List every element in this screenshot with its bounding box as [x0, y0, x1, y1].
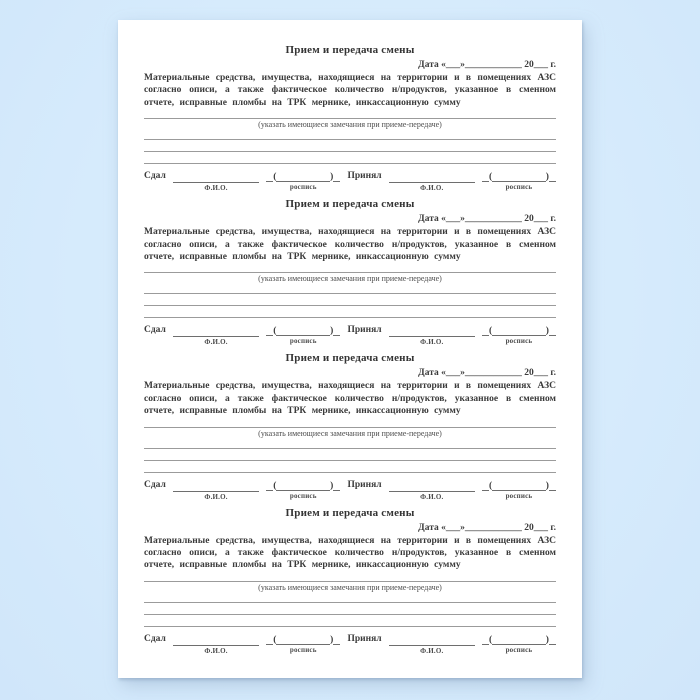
- signature-writing-line: [266, 324, 340, 336]
- name-writing-line: [173, 324, 259, 337]
- body-line-3: отчете, исправные пломбы на ТРК мернике, инкассационную сумму: [144, 252, 461, 263]
- signature-sublabel: роспись: [289, 645, 317, 654]
- paren-open-glyph: (: [273, 480, 277, 491]
- accepted-name-field: [389, 170, 475, 193]
- accepted-signature-field: [482, 633, 556, 656]
- fio-sublabel: Ф.И.О.: [204, 184, 228, 193]
- accepted-name-field: [389, 324, 475, 347]
- form-body-paragraph: [144, 226, 556, 263]
- line-segment: [333, 324, 340, 336]
- paren-close-glyph: ): [330, 634, 334, 645]
- form-body-paragraph: [144, 380, 556, 417]
- shift-handover-form-block: [144, 44, 556, 193]
- remarks-writing-line-3: [144, 305, 556, 306]
- line-segment: [266, 170, 273, 182]
- remarks-caption: (указать имеющиеся замечания при приеме-передаче): [258, 428, 442, 438]
- signature-row: [144, 324, 556, 347]
- accepted-label: Принял: [347, 479, 382, 490]
- remarks-writing-line-3: [144, 460, 556, 461]
- signature-row: [144, 170, 556, 193]
- accepted-label: Принял: [347, 171, 382, 182]
- line-segment: [482, 633, 489, 645]
- body-line-2: согласно описи, а также фактическое количество н/продуктов, указанное в сменном: [144, 85, 556, 96]
- fio-sublabel: Ф.И.О.: [420, 338, 444, 347]
- handed-over-label: Сдал: [144, 325, 166, 336]
- paren-open-glyph: (: [273, 172, 277, 183]
- paren-close-glyph: ): [545, 326, 549, 337]
- form-title: Прием и передача смены: [285, 44, 415, 56]
- accepted-name-field: [389, 633, 475, 656]
- remarks-writing-line-1: [144, 118, 556, 119]
- name-writing-line: [389, 479, 475, 492]
- remarks-writing-line-1: [144, 427, 556, 428]
- line-segment: [276, 633, 330, 645]
- paren-close-glyph: ): [330, 172, 334, 183]
- line-segment: [482, 170, 489, 182]
- body-line-2: согласно описи, а также фактическое количество н/продуктов, указанное в сменном: [144, 393, 556, 404]
- handed-over-signature-field: [266, 479, 340, 502]
- fio-sublabel: Ф.И.О.: [420, 646, 444, 655]
- signature-writing-line: [482, 633, 556, 645]
- accepted-signature-field: [482, 170, 556, 193]
- line-segment: [266, 479, 273, 491]
- name-writing-line: [173, 479, 259, 492]
- remarks-writing-line-4: [144, 163, 556, 164]
- handed-over-name-field: [173, 324, 259, 347]
- remarks-writing-line-2: [144, 448, 556, 449]
- fio-sublabel: Ф.И.О.: [420, 184, 444, 193]
- body-line-3: отчете, исправные пломбы на ТРК мернике, инкассационную сумму: [144, 406, 461, 417]
- line-segment: [492, 324, 546, 336]
- paren-open-glyph: (: [488, 634, 493, 645]
- date-fill-in-line: Дата «___»____________ 20___ г.: [418, 522, 556, 533]
- line-segment: [482, 479, 489, 491]
- line-segment: [549, 633, 556, 645]
- handed-over-label: Сдал: [144, 633, 166, 644]
- remarks-writing-line-1: [144, 272, 556, 273]
- remarks-writing-line-2: [144, 293, 556, 294]
- shift-handover-form-block: [144, 507, 556, 656]
- line-segment: [549, 479, 556, 491]
- date-fill-in-line: Дата «___»____________ 20___ г.: [418, 60, 556, 70]
- remarks-caption: (указать имеющиеся замечания при приеме-передаче): [258, 120, 442, 130]
- line-segment: [276, 479, 330, 491]
- form-body-paragraph: [144, 72, 556, 109]
- paren-open-glyph: (: [273, 634, 277, 645]
- paren-close-glyph: ): [545, 634, 549, 645]
- line-segment: [276, 324, 330, 336]
- remarks-caption: (указать имеющиеся замечания при приеме-передаче): [258, 582, 442, 592]
- date-fill-in-line: Дата «___»____________ 20___ г.: [418, 214, 556, 225]
- paren-close-glyph: ): [330, 480, 334, 491]
- paper-sheet: [118, 20, 582, 678]
- accepted-name-field: [389, 479, 475, 502]
- name-writing-line: [173, 170, 259, 183]
- handed-over-name-field: [173, 479, 259, 502]
- line-segment: [276, 170, 330, 182]
- line-segment: [333, 479, 340, 491]
- form-title: Прием и передача смены: [285, 352, 415, 365]
- line-segment: [266, 324, 273, 336]
- signature-sublabel: роспись: [289, 491, 317, 500]
- line-segment: [333, 170, 340, 182]
- signature-sublabel: роспись: [289, 183, 317, 192]
- remarks-caption: (указать имеющиеся замечания при приеме-передаче): [258, 274, 442, 284]
- name-writing-line: [389, 170, 475, 183]
- remarks-writing-line-2: [144, 139, 556, 140]
- name-writing-line: [389, 633, 475, 646]
- paren-close-glyph: ): [545, 172, 549, 183]
- signature-writing-line: [266, 633, 340, 645]
- fio-sublabel: Ф.И.О.: [204, 492, 228, 501]
- body-line-2: согласно описи, а также фактическое количество н/продуктов, указанное в сменном: [144, 548, 556, 559]
- remarks-writing-line-4: [144, 317, 556, 318]
- shift-handover-form-block: [144, 198, 556, 347]
- paren-open-glyph: (: [273, 326, 277, 337]
- signature-writing-line: [482, 324, 556, 336]
- name-writing-line: [173, 633, 259, 646]
- line-segment: [492, 170, 546, 182]
- accepted-label: Принял: [347, 325, 382, 336]
- line-segment: [492, 479, 546, 491]
- fio-sublabel: Ф.И.О.: [204, 646, 228, 655]
- line-segment: [266, 633, 273, 645]
- remarks-writing-line-2: [144, 602, 556, 603]
- handed-over-signature-field: [266, 170, 340, 193]
- body-line-1: Материальные средства, имущества, находящиеся на территории и в помещениях АЗС: [144, 227, 556, 238]
- paren-open-glyph: (: [488, 172, 493, 183]
- handed-over-label: Сдал: [144, 171, 166, 182]
- paren-close-glyph: ): [545, 480, 549, 491]
- signature-sublabel: роспись: [505, 645, 533, 654]
- handed-over-label: Сдал: [144, 479, 166, 490]
- name-writing-line: [389, 324, 475, 337]
- signature-writing-line: [266, 479, 340, 491]
- signature-sublabel: роспись: [505, 491, 533, 500]
- body-line-1: Материальные средства, имущества, находящиеся на территории и в помещениях АЗС: [144, 73, 556, 83]
- signature-sublabel: роспись: [505, 183, 533, 192]
- line-segment: [549, 324, 556, 336]
- body-line-2: согласно описи, а также фактическое количество н/продуктов, указанное в сменном: [144, 239, 556, 250]
- body-line-3: отчете, исправные пломбы на ТРК мернике, инкассационную сумму: [144, 97, 461, 108]
- body-line-1: Материальные средства, имущества, находящиеся на территории и в помещениях АЗС: [144, 535, 556, 546]
- paren-close-glyph: ): [330, 326, 334, 337]
- paren-open-glyph: (: [488, 480, 493, 491]
- remarks-writing-line-3: [144, 614, 556, 615]
- remarks-writing-line-3: [144, 151, 556, 152]
- accepted-signature-field: [482, 324, 556, 347]
- line-segment: [549, 170, 556, 182]
- signature-row: [144, 479, 556, 502]
- remarks-writing-line-1: [144, 581, 556, 582]
- accepted-label: Принял: [347, 633, 382, 644]
- form-title: Прием и передача смены: [285, 198, 415, 211]
- line-segment: [492, 633, 546, 645]
- form-title: Прием и передача смены: [285, 506, 415, 519]
- handed-over-name-field: [173, 170, 259, 193]
- shift-handover-form-block: [144, 352, 556, 501]
- signature-writing-line: [482, 479, 556, 491]
- handed-over-signature-field: [266, 324, 340, 347]
- line-segment: [333, 633, 340, 645]
- handed-over-signature-field: [266, 633, 340, 656]
- date-fill-in-line: Дата «___»____________ 20___ г.: [418, 368, 556, 379]
- body-line-1: Материальные средства, имущества, находящиеся на территории и в помещениях АЗС: [144, 381, 556, 392]
- signature-writing-line: [482, 170, 556, 182]
- line-segment: [482, 324, 489, 336]
- handed-over-name-field: [173, 633, 259, 656]
- signature-sublabel: роспись: [289, 337, 317, 346]
- accepted-signature-field: [482, 479, 556, 502]
- form-body-paragraph: [144, 535, 556, 572]
- body-line-3: отчете, исправные пломбы на ТРК мернике, инкассационную сумму: [144, 560, 461, 571]
- paren-open-glyph: (: [488, 326, 493, 337]
- signature-row: [144, 633, 556, 656]
- remarks-writing-line-4: [144, 472, 556, 473]
- fio-sublabel: Ф.И.О.: [420, 492, 444, 501]
- signature-sublabel: роспись: [505, 337, 533, 346]
- remarks-writing-line-4: [144, 626, 556, 627]
- fio-sublabel: Ф.И.О.: [204, 338, 228, 347]
- signature-writing-line: [266, 170, 340, 182]
